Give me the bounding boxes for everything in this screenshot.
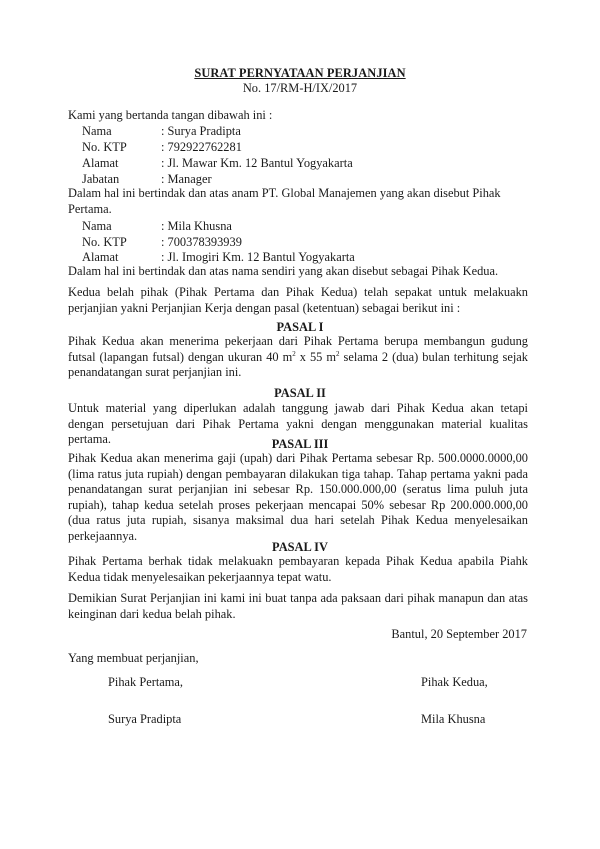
pasal-1-text-a: Pihak Kedua akan menerima pekerjaan dari Pihak Pertama berupa membangun gudung futsal (lapangan futsal) dengan ukuran 40 m (68, 334, 528, 364)
party2-ktp-label: No. KTP (82, 235, 127, 249)
agreement-paragraph: Kedua belah pihak (Pihak Pertama dan Pihak Kedua) telah sepakat untuk melakuakn perjanjian yakni Perjanjian Kerja dengan pasal (ketentuan) sebagai berikut ini : (68, 285, 528, 315)
party2-ktp-row (82, 235, 482, 251)
signature-right-role: Pihak Kedua, (421, 675, 488, 689)
place-date: Bantul, 20 September 2017 (391, 627, 527, 641)
letter-title: SURAT PERNYATAAN PERJANJIAN (194, 66, 406, 80)
maker-label: Yang membuat perjanjian, (68, 651, 199, 665)
pasal-1-text-c: selama 2 (dua) bulan terhitung sejak penandatangan surat perjanjian ini. (68, 349, 528, 380)
party1-name-row (82, 124, 482, 140)
pasal-1-text-b: x 55 m (295, 349, 336, 364)
pasal-2-heading: PASAL II (274, 386, 326, 400)
intro-text: Kami yang bertanda tangan dibawah ini : (68, 108, 273, 122)
pasal-4-text: Pihak Pertama berhak tidak melakuakn pembayaran kepada Pihak Kedua apabila Piahk Kedua tidak menyelesaikan pekerjaannya tepat watu. (68, 554, 528, 584)
party1-position-label: Jabatan (82, 172, 120, 186)
party1-position-value: : Manager (161, 172, 212, 186)
signature-left-name: Surya Pradipta (108, 712, 182, 726)
party2-address-value: : Jl. Imogiri Km. 12 Bantul Yogyakarta (161, 250, 355, 264)
pasal-1-sup-2: 2 (336, 349, 340, 358)
letter-number: No. 17/RM-H/IX/2017 (242, 81, 358, 95)
pasal-3-heading: PASAL III (271, 437, 329, 451)
party2-address-label: Alamat (82, 250, 119, 264)
party1-ktp-value: : 792922762281 (161, 140, 242, 154)
signature-left-role: Pihak Pertama, (108, 675, 184, 689)
party1-name-label: Nama (82, 124, 112, 138)
party1-address-value: : Jl. Mawar Km. 12 Bantul Yogyakarta (161, 156, 353, 170)
pasal-2-text: Untuk material yang diperlukan adalah tanggung jawab dari Pihak Kedua akan tetapi dengan persetujuan dari Pihak Pertama yakni dengan menggunakan material kualitas pertama. (68, 401, 528, 447)
party2-name-row (82, 219, 482, 235)
party1-address-row (82, 156, 482, 172)
pasal-4-heading: PASAL IV (272, 540, 328, 554)
pasal-3-text: Pihak Kedua akan menerima gaji (upah) dari Pihak Pertama sebesar Rp. 500.0000.0000,00 (lima ratus juta rupiah) dengan pembayaran dilakukan tiga tahap. Tahap pertama yakni pada penandatangan surat perjanjian ini sebesar Rp. 150.000.000,00 (seratus lima puluh juta rupiah), tahap kedua setelah proses pekerjaan mencapai 50% sebesar Rp 200.000.000,00 (dua ratus juta rupiah, sisanya maksimal dua hari setelah Pihak Kedua menyelesaikan perkejaannya. (68, 451, 528, 543)
party2-name-label: Nama (82, 219, 112, 233)
party1-ktp-label: No. KTP (82, 140, 127, 154)
pasal-1-text (68, 334, 528, 381)
signature-right-name: Mila Khusna (421, 712, 486, 726)
closing-paragraph: Demikian Surat Perjanjian ini kami ini buat tanpa ada paksaan dari pihak manapun dan atas keinginan dari kedua belah pihak. (68, 591, 528, 621)
party1-name-value: : Surya Pradipta (161, 124, 241, 138)
pasal-1-sup-1: 2 (292, 349, 296, 358)
party2-statement: Dalam hal ini bertindak dan atas nama sendiri yang akan disebut sebagai Pihak Kedua. (68, 264, 499, 278)
pasal-1-heading: PASAL I (276, 320, 324, 334)
party2-ktp-value: : 700378393939 (161, 235, 242, 249)
party1-ktp-row (82, 140, 482, 156)
party1-address-label: Alamat (82, 156, 119, 170)
party2-name-value: : Mila Khusna (161, 219, 232, 233)
party1-statement: Dalam hal ini bertindak dan atas anam PT. Global Manajemen yang akan disebut Pihak Pertama. (68, 186, 501, 216)
